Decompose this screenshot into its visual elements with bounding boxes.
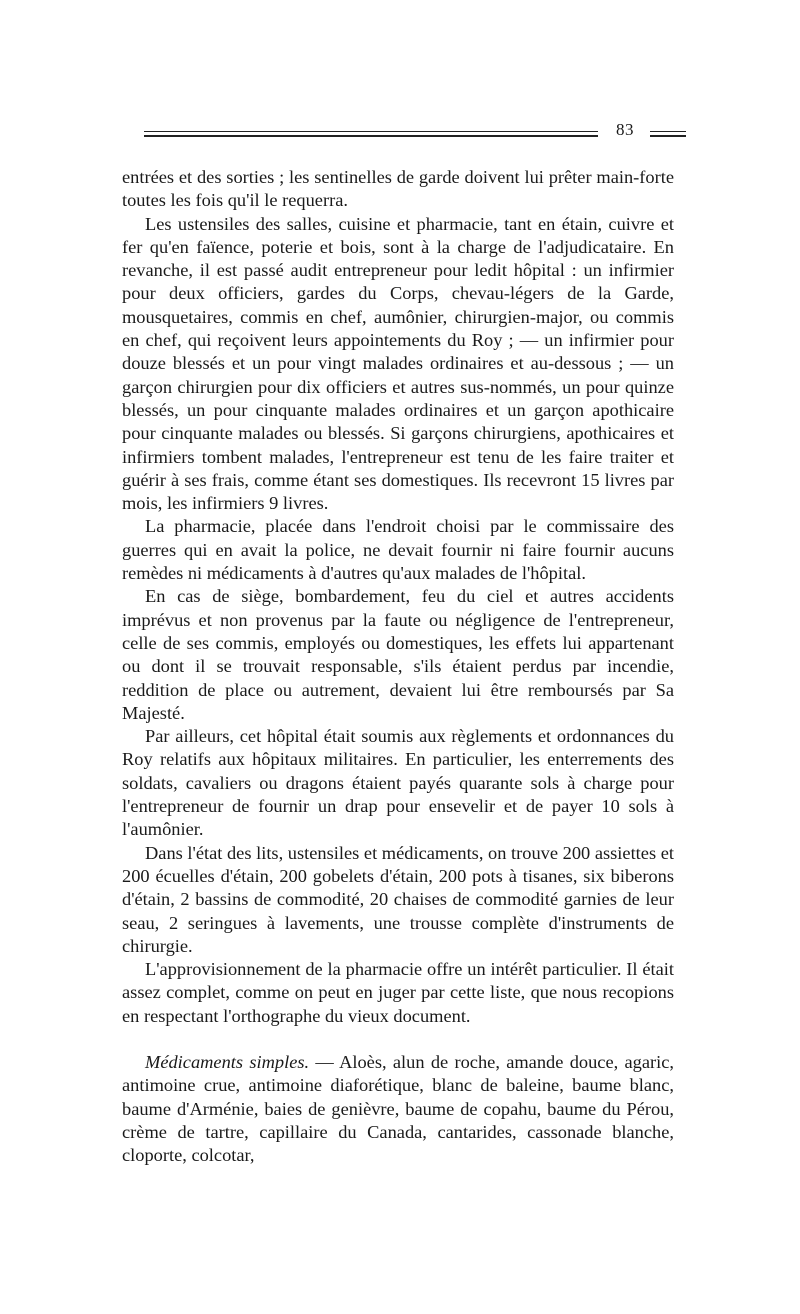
medicaments-paragraph: [122, 1051, 674, 1167]
header-rule-right: [650, 131, 686, 137]
paragraph: Dans l'état des lits, ustensiles et médicaments, on trouve 200 assiettes et 200 écuelles d'étain, 200 gobelets d'étain, 200 pots à tisanes, six biberons d'étain, 2 bassins de commodité, 20 chaises de commodité garnies de leur seau, 2 seringues à lavements, une trousse complète d'instruments de chirurgie.: [122, 842, 674, 956]
paragraph: Par ailleurs, cet hôpital était soumis aux règlements et ordonnances du Roy relatifs aux hôpitaux militaires. En particulier, les enterrements des soldats, cavaliers ou dragons étaient payés quarante sols à charge pour l'entrepreneur de fournir un drap pour ensevelir et de payer 10 sols à l'aumônier.: [122, 726, 674, 840]
paragraph: entrées et des sorties ; les sentinelles de garde doivent lui prêter main-forte toutes les fois qu'il le requerra.: [122, 167, 674, 211]
paragraph: La pharmacie, placée dans l'endroit choisi par le commissaire des guerres qui en avait la police, ne devait fournir ni faire fournir aucuns remèdes ni médicaments à d'autres qu'aux malades de l'hôpital.: [122, 516, 674, 584]
medicaments-lead: Médicaments simples.: [145, 1051, 310, 1072]
paragraph: L'approvisionnement de la pharmacie offre un intérêt particulier. Il était assez complet, comme on peut en juger par cette liste, que nous recopions en respectant l'orthographe du vieux document.: [122, 959, 674, 1026]
page-number: 83: [616, 120, 634, 139]
paragraph: Les ustensiles des salles, cuisine et pharmacie, tant en étain, cuivre et fer qu'en faïence, poterie et bois, sont à la charge de l'adjudicataire. En revanche, il est passé audit entrepreneur pour ledit hôpital : un infirmier pour deux officiers, gardes du Corps, chevau-légers de la Garde, mousquetaires, commis en chef, aumônier, chirurgien-major, ou commis en chef, qui reçoivent leurs appointements du Roy ; — un infirmier pour douze blessés et un pour vingt malades ordinaires et au-dessous ; — un garçon chirurgien pour dix officiers et autres sus-nommés, un pour quinze blessés, un pour cinquante malades ordinaires et un garçon apothicaire pour cinquante malades ou blessés. Si garçons chirurgiens, apothicaires et infirmiers tombent malades, l'entrepreneur est tenu de les faire traiter et guérir à ses frais, comme étant ses domestiques. Ils recevront 15 livres par mois, les infirmiers 9 livres.: [122, 213, 674, 514]
page-header: [128, 122, 686, 146]
medicaments-list: — Aloès, alun de roche, amande douce, agaric, antimoine crue, antimoine diaforétique, blanc de baleine, baume blanc, baume d'Arménie, baies de genièvre, baume de copahu, baume du Pérou, crème de tartre, capillaire du Canada, cantarides, cassonade blanche, cloporte, colcotar,: [122, 1051, 675, 1166]
paragraph: En cas de siège, bombardement, feu du ciel et autres accidents imprévus et non provenus par la faute ou négligence de l'entrepreneur, celle de ses commis, employés ou domestiques, les effets lui appartenant ou dont il se trouvait responsable, s'ils étaient perdus par incendie, reddition de place ou autrement, devaient lui être remboursés par Sa Majesté.: [122, 586, 674, 723]
header-rule-left: [144, 131, 598, 137]
body-text: [122, 166, 674, 1167]
